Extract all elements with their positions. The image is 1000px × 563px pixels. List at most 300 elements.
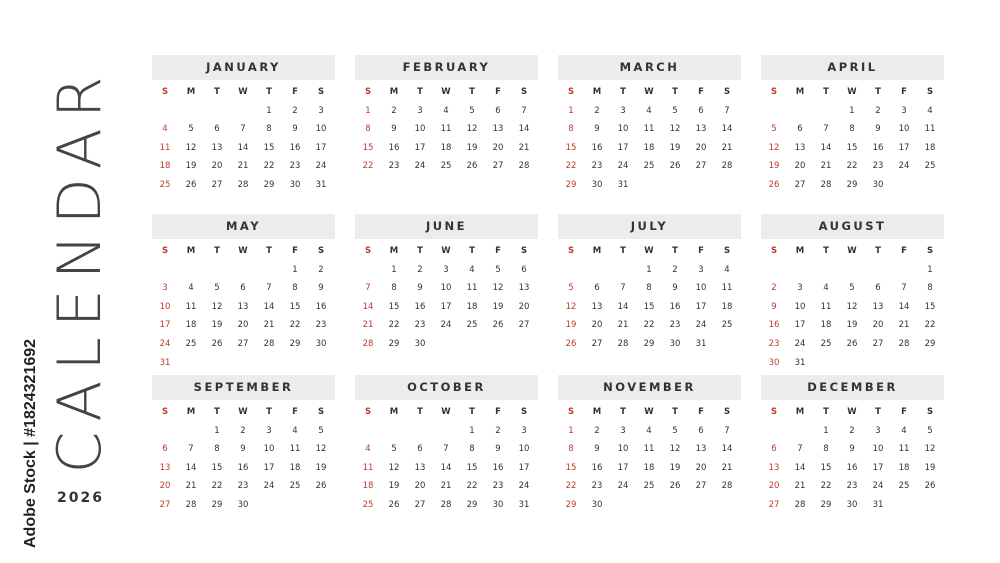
day-cell: 10 xyxy=(440,283,452,294)
day-cell: 9 xyxy=(240,444,246,455)
day-cell: 3 xyxy=(443,264,449,275)
day-cell: 16 xyxy=(237,462,249,473)
day-cell: 25 xyxy=(185,338,197,349)
day-cell: 11 xyxy=(466,283,478,294)
weekday-header: T xyxy=(823,407,829,417)
day-cell: 26 xyxy=(669,161,681,172)
day-cell: 24 xyxy=(872,481,884,492)
day-grid xyxy=(152,83,335,195)
day-cell: 23 xyxy=(846,481,858,492)
calendar-title: CALENDAR xyxy=(45,66,115,474)
weekday-header: T xyxy=(672,407,678,417)
day-cell: 16 xyxy=(846,462,858,473)
month-name: DECEMBER xyxy=(761,375,944,400)
day-cell: 24 xyxy=(315,161,327,172)
day-cell: 22 xyxy=(565,481,577,492)
day-cell: 23 xyxy=(669,320,681,331)
weekday-header: T xyxy=(672,87,678,97)
weekday-header: S xyxy=(770,87,778,97)
weekday-header: T xyxy=(469,87,475,97)
day-cell: 9 xyxy=(318,283,324,294)
weekday-header: S xyxy=(723,407,731,417)
month-name: JUNE xyxy=(355,214,538,239)
day-cell: 21 xyxy=(518,142,530,153)
day-cell: 27 xyxy=(237,338,249,349)
day-cell: 17 xyxy=(518,462,530,473)
weekday-header: W xyxy=(644,246,654,256)
weekday-header: M xyxy=(389,407,399,417)
day-cell: 8 xyxy=(823,444,829,455)
weekday-header: W xyxy=(644,87,654,97)
day-grid xyxy=(761,403,944,515)
day-cell: 18 xyxy=(721,301,733,312)
weekday-header: S xyxy=(364,87,372,97)
day-cell: 8 xyxy=(214,444,220,455)
day-cell: 8 xyxy=(266,124,272,135)
day-cell: 11 xyxy=(289,444,301,455)
month-october xyxy=(355,375,538,515)
empty-cell xyxy=(761,102,787,121)
day-cell: 7 xyxy=(797,444,803,455)
day-cell: 26 xyxy=(388,499,400,510)
month-name: APRIL xyxy=(761,55,944,80)
month-name: MARCH xyxy=(558,55,741,80)
day-cell: 8 xyxy=(927,283,933,294)
day-cell: 28 xyxy=(237,179,249,190)
day-grid xyxy=(152,403,335,515)
day-cell: 6 xyxy=(240,283,246,294)
day-grid xyxy=(761,83,944,195)
empty-cell xyxy=(610,261,636,280)
day-cell: 3 xyxy=(901,105,907,116)
day-cell: 21 xyxy=(362,320,374,331)
day-cell: 4 xyxy=(724,264,730,275)
day-cell: 23 xyxy=(768,338,780,349)
day-cell: 29 xyxy=(924,338,936,349)
weekday-header: S xyxy=(926,87,934,97)
day-cell: 1 xyxy=(823,425,829,436)
day-cell: 23 xyxy=(414,320,426,331)
day-cell: 16 xyxy=(492,462,504,473)
weekday-header: S xyxy=(161,407,169,417)
day-cell: 16 xyxy=(414,301,426,312)
weekday-header: F xyxy=(901,246,907,256)
empty-cell xyxy=(381,422,407,441)
day-cell: 25 xyxy=(440,161,452,172)
day-cell: 21 xyxy=(794,481,806,492)
day-cell: 9 xyxy=(292,124,298,135)
day-cell: 21 xyxy=(440,481,452,492)
day-cell: 7 xyxy=(266,283,272,294)
weekday-header: T xyxy=(672,246,678,256)
day-cell: 19 xyxy=(669,142,681,153)
day-cell: 18 xyxy=(643,142,655,153)
day-cell: 23 xyxy=(492,481,504,492)
weekday-header: F xyxy=(292,87,298,97)
day-cell: 12 xyxy=(924,444,936,455)
empty-cell xyxy=(865,261,891,280)
day-cell: 24 xyxy=(617,481,629,492)
day-cell: 3 xyxy=(620,425,626,436)
day-cell: 16 xyxy=(669,301,681,312)
day-cell: 10 xyxy=(695,283,707,294)
day-cell: 9 xyxy=(771,301,777,312)
day-cell: 8 xyxy=(849,124,855,135)
day-cell: 22 xyxy=(643,320,655,331)
day-cell: 18 xyxy=(466,301,478,312)
day-cell: 15 xyxy=(388,301,400,312)
weekday-header: T xyxy=(875,407,881,417)
month-name: MAY xyxy=(152,214,335,239)
day-cell: 20 xyxy=(591,320,603,331)
day-cell: 18 xyxy=(820,320,832,331)
day-cell: 9 xyxy=(672,283,678,294)
weekday-header: W xyxy=(441,87,451,97)
day-cell: 4 xyxy=(927,105,933,116)
weekday-header: T xyxy=(417,246,423,256)
weekday-header: T xyxy=(469,407,475,417)
day-cell: 20 xyxy=(695,462,707,473)
weekday-header: F xyxy=(698,407,704,417)
day-cell: 31 xyxy=(518,499,530,510)
day-cell: 7 xyxy=(620,283,626,294)
day-cell: 26 xyxy=(315,481,327,492)
empty-cell xyxy=(152,102,178,121)
day-cell: 15 xyxy=(289,301,301,312)
day-cell: 10 xyxy=(794,301,806,312)
day-cell: 27 xyxy=(518,320,530,331)
weekday-header: W xyxy=(847,407,857,417)
day-cell: 14 xyxy=(820,142,832,153)
day-cell: 29 xyxy=(846,179,858,190)
day-cell: 27 xyxy=(159,499,171,510)
day-cell: 28 xyxy=(185,499,197,510)
day-grid xyxy=(558,242,741,354)
day-cell: 2 xyxy=(417,264,423,275)
day-cell: 16 xyxy=(591,142,603,153)
day-cell: 3 xyxy=(162,283,168,294)
day-cell: 19 xyxy=(669,462,681,473)
day-cell: 6 xyxy=(875,283,881,294)
day-cell: 13 xyxy=(237,301,249,312)
day-cell: 10 xyxy=(872,444,884,455)
empty-cell xyxy=(152,261,178,280)
day-cell: 6 xyxy=(797,124,803,135)
weekday-header: W xyxy=(441,407,451,417)
day-cell: 23 xyxy=(591,161,603,172)
day-cell: 11 xyxy=(159,142,171,153)
day-cell: 24 xyxy=(695,320,707,331)
day-cell: 29 xyxy=(466,499,478,510)
day-cell: 27 xyxy=(591,338,603,349)
empty-cell xyxy=(178,102,204,121)
day-cell: 27 xyxy=(211,179,223,190)
weekday-header: M xyxy=(795,407,805,417)
empty-cell xyxy=(152,422,178,441)
weekday-header: T xyxy=(823,87,829,97)
empty-cell xyxy=(204,102,230,121)
empty-cell xyxy=(761,261,787,280)
weekday-header: F xyxy=(698,246,704,256)
day-cell: 10 xyxy=(898,124,910,135)
day-cell: 6 xyxy=(521,264,527,275)
day-cell: 15 xyxy=(820,462,832,473)
day-cell: 10 xyxy=(617,124,629,135)
day-cell: 25 xyxy=(643,161,655,172)
day-cell: 1 xyxy=(266,105,272,116)
day-cell: 24 xyxy=(414,161,426,172)
weekday-header: W xyxy=(238,246,248,256)
day-cell: 12 xyxy=(388,462,400,473)
day-cell: 28 xyxy=(898,338,910,349)
day-cell: 21 xyxy=(721,462,733,473)
day-cell: 5 xyxy=(469,105,475,116)
day-cell: 12 xyxy=(846,301,858,312)
day-cell: 19 xyxy=(315,462,327,473)
weekday-header: W xyxy=(238,87,248,97)
day-cell: 21 xyxy=(263,320,275,331)
month-february xyxy=(355,55,538,176)
weekday-header: T xyxy=(214,246,220,256)
day-cell: 7 xyxy=(823,124,829,135)
day-cell: 26 xyxy=(565,338,577,349)
day-cell: 19 xyxy=(466,142,478,153)
weekday-header: S xyxy=(770,407,778,417)
weekday-header: T xyxy=(214,407,220,417)
day-cell: 6 xyxy=(417,444,423,455)
day-cell: 21 xyxy=(820,161,832,172)
empty-cell xyxy=(839,261,865,280)
weekday-header: F xyxy=(901,87,907,97)
day-cell: 17 xyxy=(263,462,275,473)
weekday-header: T xyxy=(620,246,626,256)
day-cell: 11 xyxy=(643,124,655,135)
day-cell: 6 xyxy=(594,283,600,294)
day-cell: 13 xyxy=(591,301,603,312)
day-cell: 22 xyxy=(846,161,858,172)
day-cell: 21 xyxy=(185,481,197,492)
day-grid xyxy=(152,242,335,372)
day-cell: 2 xyxy=(875,105,881,116)
day-cell: 13 xyxy=(518,283,530,294)
day-cell: 5 xyxy=(391,444,397,455)
day-cell: 31 xyxy=(617,179,629,190)
day-cell: 7 xyxy=(443,444,449,455)
day-cell: 30 xyxy=(289,179,301,190)
day-cell: 10 xyxy=(315,124,327,135)
empty-cell xyxy=(355,422,381,441)
month-name: AUGUST xyxy=(761,214,944,239)
day-cell: 15 xyxy=(466,462,478,473)
day-cell: 12 xyxy=(565,301,577,312)
weekday-header: S xyxy=(520,87,528,97)
day-cell: 21 xyxy=(237,161,249,172)
day-cell: 27 xyxy=(794,179,806,190)
day-cell: 23 xyxy=(872,161,884,172)
day-cell: 9 xyxy=(875,124,881,135)
day-cell: 4 xyxy=(443,105,449,116)
day-cell: 29 xyxy=(565,499,577,510)
day-cell: 25 xyxy=(466,320,478,331)
weekday-header: M xyxy=(389,246,399,256)
weekday-header: T xyxy=(875,246,881,256)
day-cell: 19 xyxy=(565,320,577,331)
day-cell: 26 xyxy=(669,481,681,492)
day-cell: 22 xyxy=(211,481,223,492)
day-cell: 2 xyxy=(391,105,397,116)
weekday-header: F xyxy=(495,407,501,417)
day-cell: 5 xyxy=(318,425,324,436)
day-grid xyxy=(355,83,538,176)
day-cell: 14 xyxy=(185,462,197,473)
empty-cell xyxy=(891,261,917,280)
weekday-header: S xyxy=(520,407,528,417)
day-cell: 12 xyxy=(211,301,223,312)
day-cell: 13 xyxy=(794,142,806,153)
day-cell: 8 xyxy=(568,444,574,455)
day-cell: 8 xyxy=(292,283,298,294)
weekday-header: W xyxy=(644,407,654,417)
day-cell: 23 xyxy=(591,481,603,492)
empty-cell xyxy=(178,422,204,441)
empty-cell xyxy=(787,102,813,121)
day-cell: 13 xyxy=(414,462,426,473)
day-cell: 9 xyxy=(594,124,600,135)
day-grid xyxy=(761,242,944,372)
empty-cell xyxy=(178,261,204,280)
day-cell: 20 xyxy=(211,161,223,172)
day-cell: 2 xyxy=(672,264,678,275)
day-cell: 11 xyxy=(721,283,733,294)
day-cell: 26 xyxy=(924,481,936,492)
day-cell: 26 xyxy=(211,338,223,349)
weekday-header: S xyxy=(770,246,778,256)
day-cell: 1 xyxy=(568,425,574,436)
day-cell: 21 xyxy=(721,142,733,153)
day-cell: 25 xyxy=(721,320,733,331)
day-cell: 18 xyxy=(643,462,655,473)
day-cell: 3 xyxy=(620,105,626,116)
day-cell: 24 xyxy=(440,320,452,331)
day-cell: 12 xyxy=(315,444,327,455)
day-cell: 27 xyxy=(695,161,707,172)
day-cell: 11 xyxy=(362,462,374,473)
day-cell: 29 xyxy=(643,338,655,349)
day-cell: 20 xyxy=(518,301,530,312)
day-cell: 8 xyxy=(365,124,371,135)
day-cell: 30 xyxy=(237,499,249,510)
empty-cell xyxy=(433,422,459,441)
day-cell: 3 xyxy=(318,105,324,116)
weekday-header: W xyxy=(847,87,857,97)
day-cell: 18 xyxy=(898,462,910,473)
day-cell: 26 xyxy=(768,179,780,190)
empty-cell xyxy=(813,261,839,280)
day-cell: 15 xyxy=(362,142,374,153)
weekday-header: M xyxy=(186,246,196,256)
year-label: 2026 xyxy=(57,490,104,506)
day-cell: 15 xyxy=(211,462,223,473)
day-cell: 31 xyxy=(315,179,327,190)
day-cell: 3 xyxy=(797,283,803,294)
empty-cell xyxy=(256,261,282,280)
month-january xyxy=(152,55,335,195)
day-cell: 30 xyxy=(768,357,780,368)
weekday-header: S xyxy=(567,87,575,97)
day-cell: 15 xyxy=(924,301,936,312)
day-cell: 8 xyxy=(646,283,652,294)
day-cell: 31 xyxy=(695,338,707,349)
day-cell: 12 xyxy=(669,444,681,455)
day-cell: 17 xyxy=(617,142,629,153)
day-cell: 27 xyxy=(872,338,884,349)
month-july xyxy=(558,214,741,354)
day-cell: 6 xyxy=(698,105,704,116)
day-cell: 20 xyxy=(695,142,707,153)
month-name: NOVEMBER xyxy=(558,375,741,400)
day-cell: 30 xyxy=(872,179,884,190)
weekday-header: M xyxy=(592,407,602,417)
day-cell: 17 xyxy=(440,301,452,312)
weekday-header: T xyxy=(875,87,881,97)
weekday-header: M xyxy=(795,246,805,256)
day-cell: 3 xyxy=(417,105,423,116)
day-cell: 11 xyxy=(924,124,936,135)
day-cell: 18 xyxy=(924,142,936,153)
day-cell: 6 xyxy=(698,425,704,436)
day-cell: 24 xyxy=(263,481,275,492)
month-name: JULY xyxy=(558,214,741,239)
day-cell: 7 xyxy=(521,105,527,116)
day-cell: 19 xyxy=(768,161,780,172)
day-cell: 26 xyxy=(466,161,478,172)
day-cell: 5 xyxy=(672,105,678,116)
day-cell: 4 xyxy=(823,283,829,294)
month-name: JANUARY xyxy=(152,55,335,80)
day-cell: 22 xyxy=(289,320,301,331)
day-cell: 5 xyxy=(495,264,501,275)
day-cell: 25 xyxy=(159,179,171,190)
empty-cell xyxy=(407,422,433,441)
day-cell: 3 xyxy=(875,425,881,436)
day-cell: 16 xyxy=(315,301,327,312)
day-cell: 7 xyxy=(901,283,907,294)
day-cell: 17 xyxy=(414,142,426,153)
day-cell: 9 xyxy=(391,124,397,135)
day-cell: 10 xyxy=(518,444,530,455)
day-cell: 15 xyxy=(565,462,577,473)
day-cell: 31 xyxy=(872,499,884,510)
day-cell: 1 xyxy=(292,264,298,275)
weekday-header: S xyxy=(317,87,325,97)
empty-cell xyxy=(813,102,839,121)
day-cell: 3 xyxy=(266,425,272,436)
day-cell: 22 xyxy=(362,161,374,172)
day-cell: 30 xyxy=(414,338,426,349)
day-cell: 2 xyxy=(240,425,246,436)
day-cell: 22 xyxy=(565,161,577,172)
day-cell: 12 xyxy=(492,283,504,294)
weekday-header: S xyxy=(723,246,731,256)
day-cell: 26 xyxy=(492,320,504,331)
day-cell: 4 xyxy=(646,105,652,116)
weekday-header: T xyxy=(469,246,475,256)
day-cell: 2 xyxy=(318,264,324,275)
day-cell: 24 xyxy=(617,161,629,172)
day-cell: 30 xyxy=(315,338,327,349)
day-cell: 14 xyxy=(898,301,910,312)
month-april xyxy=(761,55,944,195)
